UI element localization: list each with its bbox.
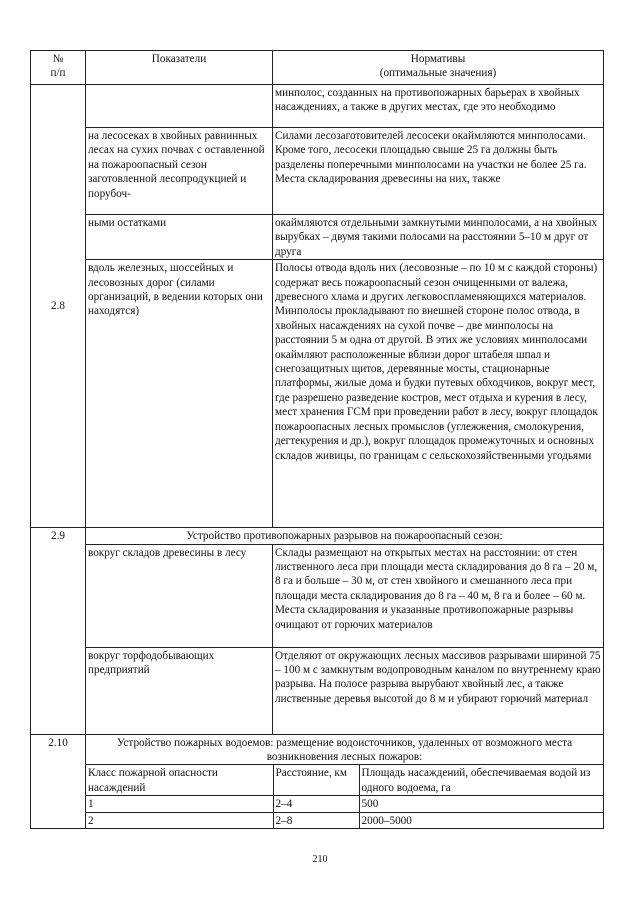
section-title: Устройство пожарных водоемов: размещение водоисточников, удаленных от возможного места возникновения лесных пожаров: — [86, 734, 604, 765]
subtable-header-area: Площадь насаждений, обеспечиваемая водой из одного водоема, га — [359, 765, 603, 795]
indicator-cell — [86, 85, 273, 128]
page-number: 210 — [312, 854, 328, 865]
subtable-header-distance: Расстояние, км — [273, 765, 359, 795]
table-row — [31, 215, 604, 260]
row-number: 2.10 — [31, 734, 86, 828]
table-row — [31, 128, 604, 215]
area-cell: 2000–5000 — [359, 812, 603, 828]
header-indicators: Показатели — [86, 51, 273, 85]
table-header-row — [31, 51, 604, 85]
indicator-cell: ными остатками — [86, 215, 273, 260]
norm-cell: Силами лесозаготовителей лесосеки окаймляются минполосами. Кроме того, лесосеки площадью свыше 25 га должны быть разделены поперечными минполосами на участки не более 25 га. Места складирования древесины на них, также — [273, 128, 604, 215]
area-cell: 500 — [359, 796, 603, 812]
table-row — [31, 544, 604, 647]
section-title: Устройство противопожарных разрывов на пожароопасный сезон: — [86, 528, 604, 544]
row-number: 2.9 — [31, 528, 86, 734]
distance-cell: 2–4 — [273, 796, 359, 812]
table-row — [31, 260, 604, 528]
norms-table — [30, 50, 604, 829]
class-cell: 2 — [86, 812, 273, 828]
water-source-subtable — [86, 765, 603, 828]
table-row — [31, 647, 604, 734]
norm-cell: Отделяют от окружающих лесных массивов разрывами шириной 75 – 100 м с замкнутым водопроводным каналом по внутреннему краю разрыва. На полосе разрыва вырубают хвойный лес, а также лиственные деревья высотой до 8 м и убирают горючий материал — [273, 647, 604, 734]
water-source-subtable-cell — [86, 765, 604, 829]
indicator-cell: вокруг торфодобывающих предприятий — [86, 647, 273, 734]
header-norms-line2: (оптимальные значения) — [379, 67, 497, 80]
subtable-row — [86, 812, 603, 828]
indicator-cell: вокруг складов древесины в лесу — [86, 544, 273, 647]
subtable-header-class: Класс пожарной опасности насаждений — [86, 765, 273, 795]
header-number — [31, 51, 86, 85]
norm-cell: окаймляются отдельными замкнутыми минполосами, а на хвойных вырубках – двумя такими полосами на расстоянии 5–10 м друг от друга — [273, 215, 604, 260]
class-cell: 1 — [86, 796, 273, 812]
table-row — [31, 765, 604, 829]
row-number: 2.8 — [31, 85, 86, 528]
norm-cell: Склады размещают на открытых местах на расстоянии: от стен лиственного леса при площади места складирования до 8 га – 20 м, 8 га и больше – 30 м, от стен хвойного и смешанного леса при площади места складирования до 8 га – 40 м, 8 га и более – 60 м. Места складирования и указанные противопожарные разрывы очищают от горючих материалов — [273, 544, 604, 647]
table-row — [31, 528, 604, 544]
distance-cell: 2–8 — [273, 812, 359, 828]
norm-cell: минполос, созданных на противопожарных барьерах в хвойных насаждениях, а также в других местах, где это необходимо — [273, 85, 604, 128]
header-number-line1: № — [52, 53, 64, 65]
header-number-line2: п/п — [50, 67, 66, 80]
table-row — [31, 734, 604, 765]
indicator-cell: на лесосеках в хвойных равнинных лесах на сухих почвах с оставленной на пожароопасный сезон заготовленной лесопродукцией и порубоч- — [86, 128, 273, 215]
header-norms — [273, 51, 604, 85]
subtable-row — [86, 796, 603, 812]
header-norms-line1: Нормативы — [410, 53, 466, 65]
indicator-cell: вдоль железных, шоссейных и лесовозных дорог (силами организаций, в ведении которых они находятся) — [86, 260, 273, 528]
table-row — [31, 85, 604, 128]
norm-cell: Полосы отвода вдоль них (лесовозные – по 10 м с каждой стороны) содержат весь пожароопасный сезон очищенными от валежа, древесного хлама и других легковоспламеняющихся материалов. Минполосы прокладывают по внешней стороне полос отвода, в хвойных насаждениях на сухой почве – две минполосы на расстоянии 5 м одна от другой. В этих же условиях минполосами окаймляют расположенные вблизи дорог штабеля шпал и снегозащитных щитов, деревянные мосты, стационарные платформы, жилые дома и будки путевых обходчиков, вокруг мест, где разрешено разведение костров, мест отдыха и курения в лесу, мест хранения ГСМ при проведении работ в лесу, вокруг площадок пожароопасных лесных промыслов (углежжения, смолокурения, дегтекурения и др.), вокруг площадок промежуточных и основных складов живицы, по границам с сельскохозяйственными угодьями — [273, 260, 604, 528]
subtable-header-row — [86, 765, 603, 795]
